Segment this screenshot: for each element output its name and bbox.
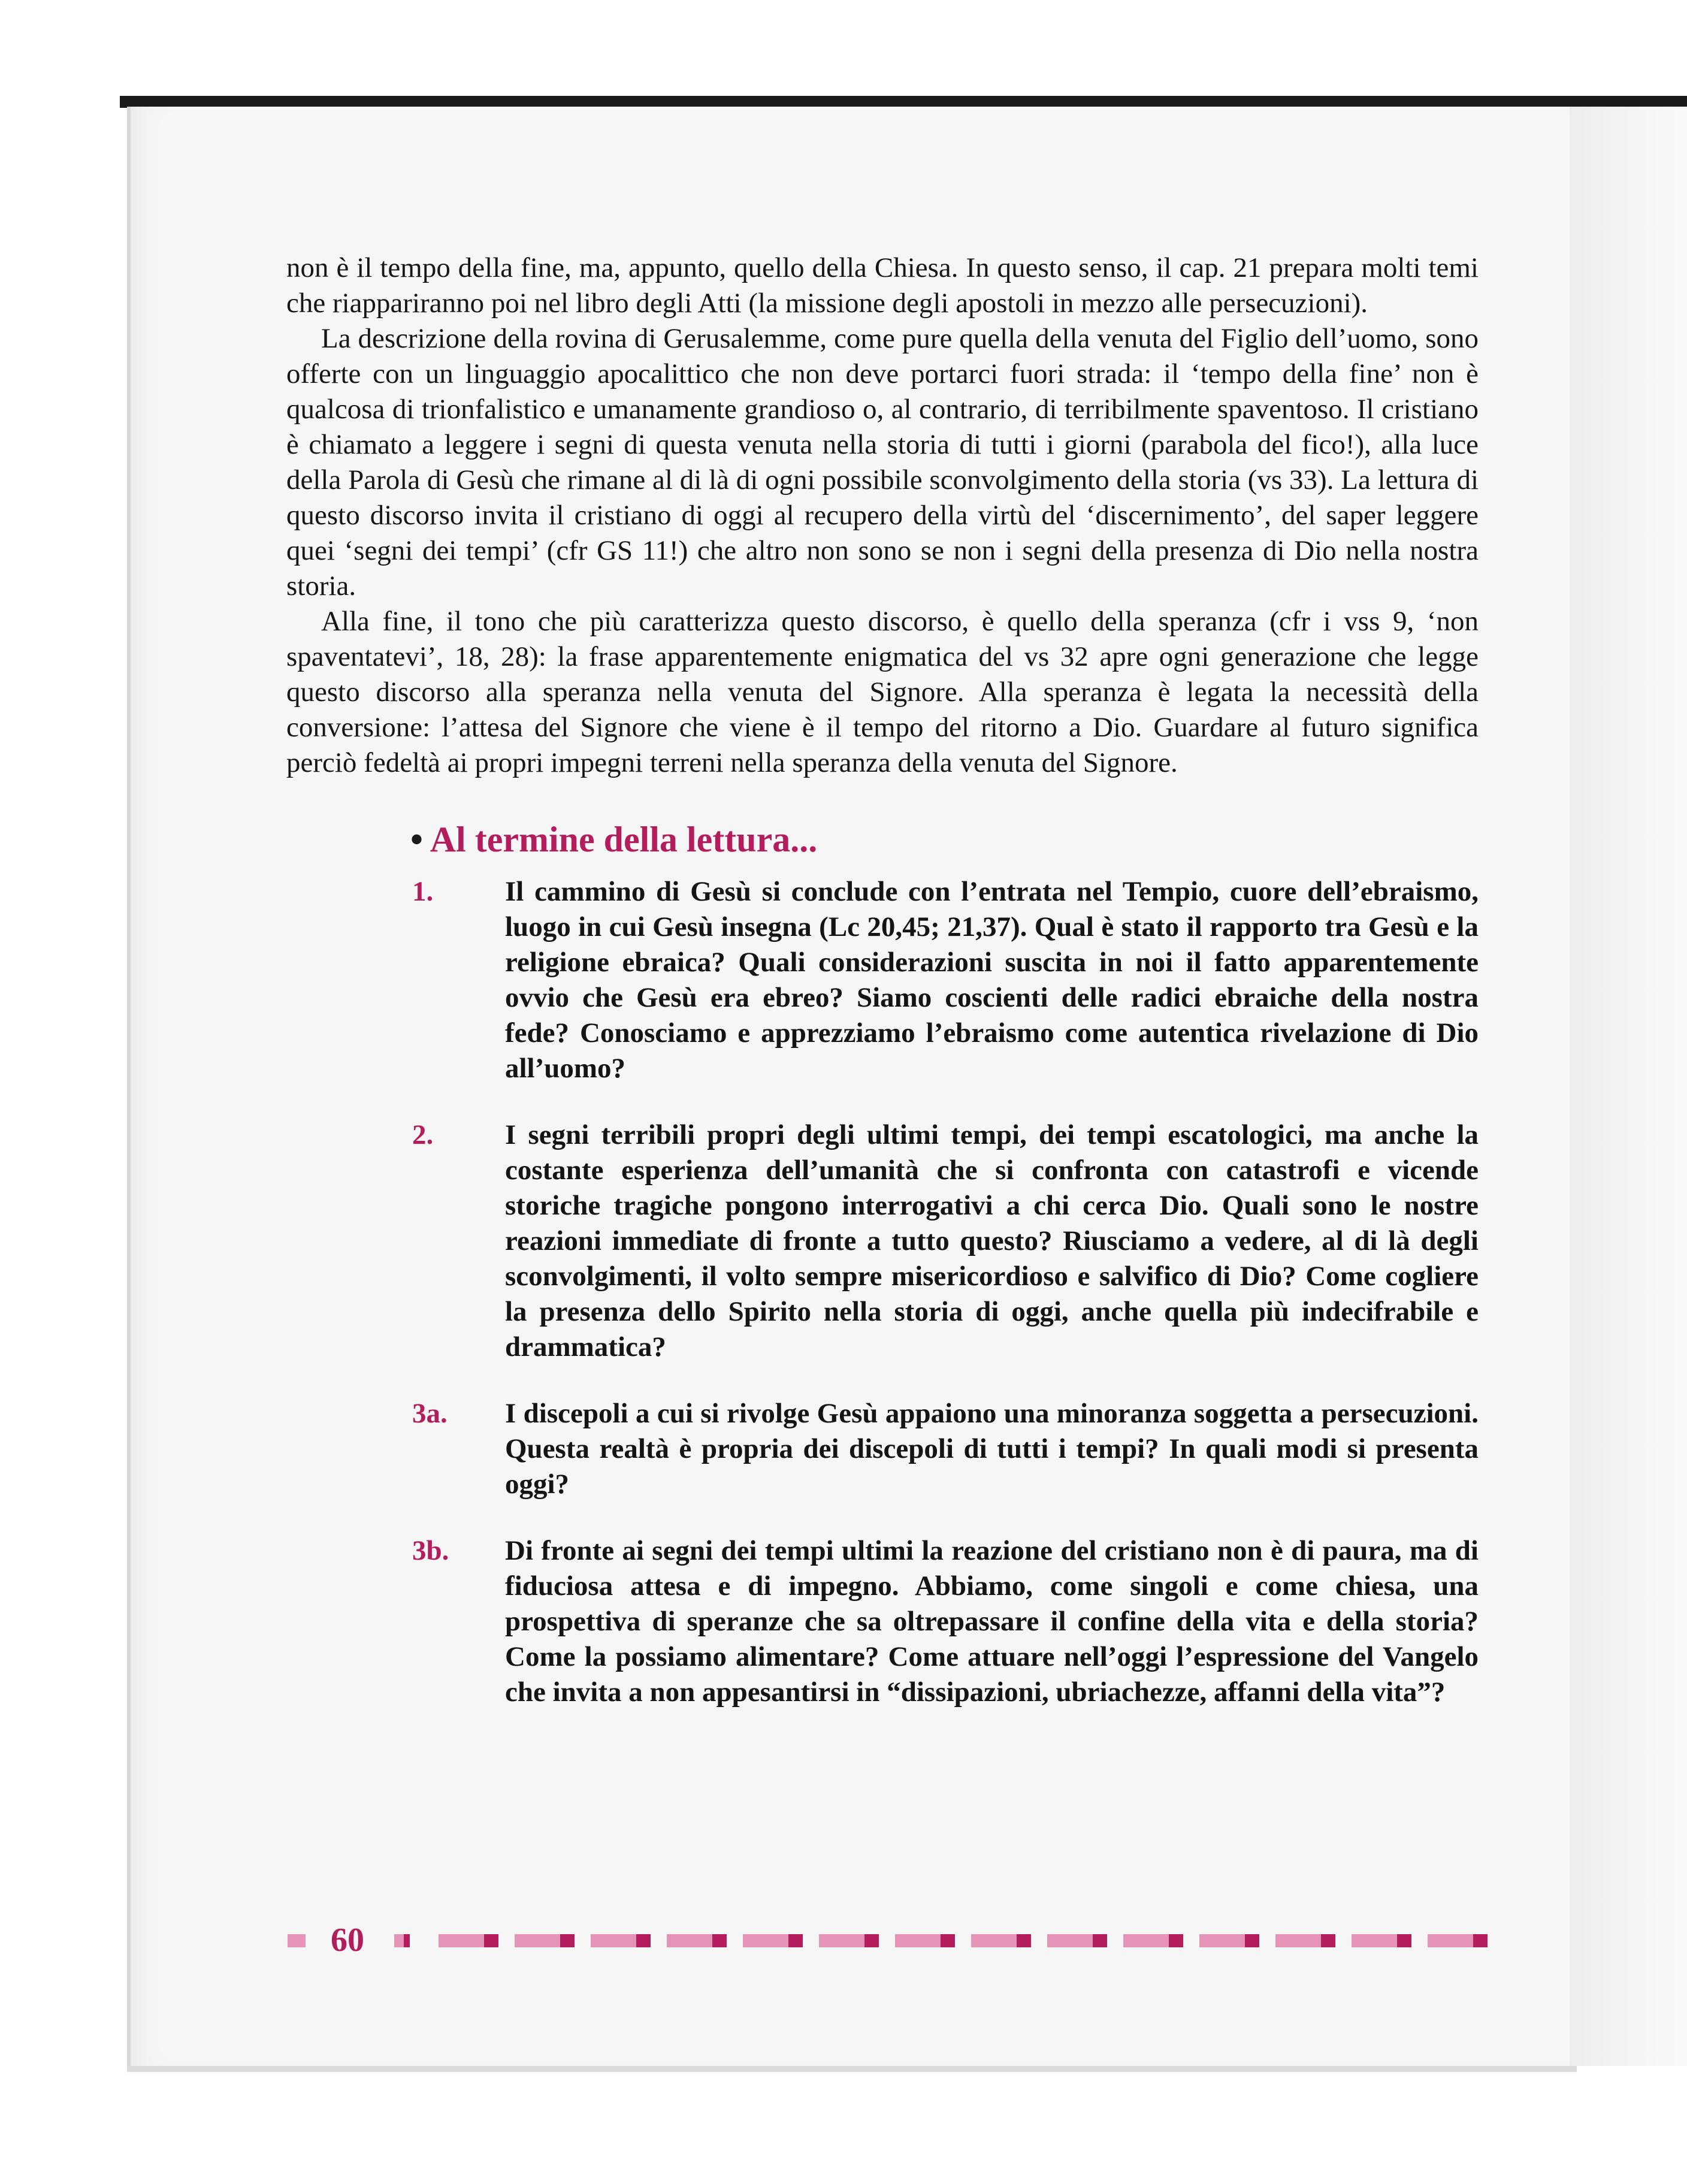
footer-stripe-segment [1352, 1934, 1411, 1947]
footer-stripe-segment [895, 1934, 955, 1947]
question-item [286, 1117, 1479, 1365]
footer-stripe-segment [667, 1934, 727, 1947]
bullet-icon: • [410, 820, 424, 859]
footer-stripe-segment [394, 1934, 410, 1947]
question-number: 3a. [412, 1398, 448, 1429]
footer-lead-square [288, 1934, 306, 1947]
footer-stripe-segment [1047, 1934, 1107, 1947]
section-heading [410, 818, 1479, 861]
question-number: 2. [412, 1119, 434, 1150]
footer-stripe-segment [439, 1934, 498, 1947]
question-text: Di fronte ai segni dei tempi ultimi la reazione del cristiano non è di paura, ma di fiduciosa attesa e di impegno. Abbiamo, come singoli e come chiesa, una prospettiva di speranze che sa oltrepassare il confine della vita e della storia? Come la possiamo alimentare? Come attuare nell’oggi l’espressione del Vangelo che invita a non appesantirsi in “dissipazioni, ubriachezze, affanni della vita”? [505, 1535, 1479, 1708]
footer-stripe-segment [591, 1934, 651, 1947]
page-footer [288, 1922, 1492, 1958]
question-number: 3b. [412, 1535, 449, 1566]
paragraph: La descrizione della rovina di Gerusalemme, come pure quella della venuta del Figlio dell’uomo, sono offerte con un linguaggio apocalittico che non deve portarci fuori strada: il ‘tempo della fine’ non è qualcosa di trionfalistico e umanamente grandioso o, al contrario, di terribilmente spaventoso. Il cristiano è chiamato a leggere i segni di questa venuta nella storia di tutti i giorni (parabola del fico!), alla luce della Parola di Gesù che rimane al di là di ogni possibile sconvolgimento della storia (vs 33). La lettura di questo discorso invita il cristiano di oggi al recupero della virtù del ‘discernimento’, del saper leggere quei ‘segni dei tempi’ (cfr GS 11!) che altro non sono se non i segni della presenza di Dio nella nostra storia. [286, 323, 1479, 602]
page-bottom-edge [127, 2066, 1577, 2072]
paragraph: non è il tempo della fine, ma, appunto, quello della Chiesa. In questo senso, il cap. 21 prepara molti temi che riappariranno poi nel libro degli Atti (la missione degli apostoli in mezzo alle persecuzioni). [286, 252, 1479, 319]
question-item [286, 1396, 1479, 1502]
paragraph: Alla fine, il tono che più caratterizza questo discorso, è quello della speranza (cfr i vss 9, ‘non spaventatevi’, 18, 28): la frase apparentemente enigmatica del vs 32 apre ogni generazione che legge questo discorso alla speranza nella venuta del Signore. Alla speranza è legata la necessità della conversione: l’attesa del Signore che viene è il tempo del ritorno a Dio. Guardare al futuro significa perciò fedeltà ai propri impegni terreni nella speranza della venuta del Signore. [286, 606, 1479, 778]
question-list [286, 874, 1479, 1710]
question-text: I segni terribili propri degli ultimi tempi, dei tempi escatologici, ma anche la costante esperienza dell’umanità che si confronta con catastrofi e vicende storiche tragiche pongono interrogativi a chi cerca Dio. Quali sono le nostre reazioni immediate di fronte a tutto questo? Riusciamo a vedere, al di là degli sconvolgimenti, il volto sempre misericordioso e salvifico di Dio? Come cogliere la presenza dello Spirito nella storia di oggi, anche quella più indecifrabile e drammatica? [505, 1119, 1479, 1363]
question-item [286, 1533, 1479, 1710]
page-content [286, 250, 1479, 1741]
footer-stripe-segment [1199, 1934, 1259, 1947]
facing-page-edge [1570, 107, 1687, 2066]
footer-stripe-segment [515, 1934, 575, 1947]
question-number: 1. [412, 876, 434, 907]
body-text [286, 250, 1479, 781]
footer-stripe-segment [1275, 1934, 1335, 1947]
footer-stripe-segment [1123, 1934, 1183, 1947]
question-text: I discepoli a cui si rivolge Gesù appaiono una minoranza soggetta a persecuzioni. Questa realtà è propria dei discepoli di tutti i tempi? In quali modi si presenta oggi? [505, 1398, 1479, 1500]
footer-stripe-segment [971, 1934, 1031, 1947]
book-top-edge [120, 96, 1687, 108]
section-heading-text: Al termine della lettura... [430, 820, 818, 859]
question-text: Il cammino di Gesù si conclude con l’entrata nel Tempio, cuore dell’ebraismo, luogo in cui Gesù insegna (Lc 20,45; 21,37). Qual è stato il rapporto tra Gesù e la religione ebraica? Quali considerazioni suscita in noi il fatto apparentemente ovvio che Gesù era ebreo? Siamo coscienti delle radici ebraiche della nostra fede? Conosciamo e apprezziamo l’ebraismo come autentica rivelazione di Dio all’uomo? [505, 876, 1479, 1084]
page-number: 60 [331, 1922, 364, 1959]
footer-stripe-segment [1428, 1934, 1488, 1947]
question-item [286, 874, 1479, 1086]
footer-stripe-segment [743, 1934, 803, 1947]
footer-stripe-segment [819, 1934, 879, 1947]
